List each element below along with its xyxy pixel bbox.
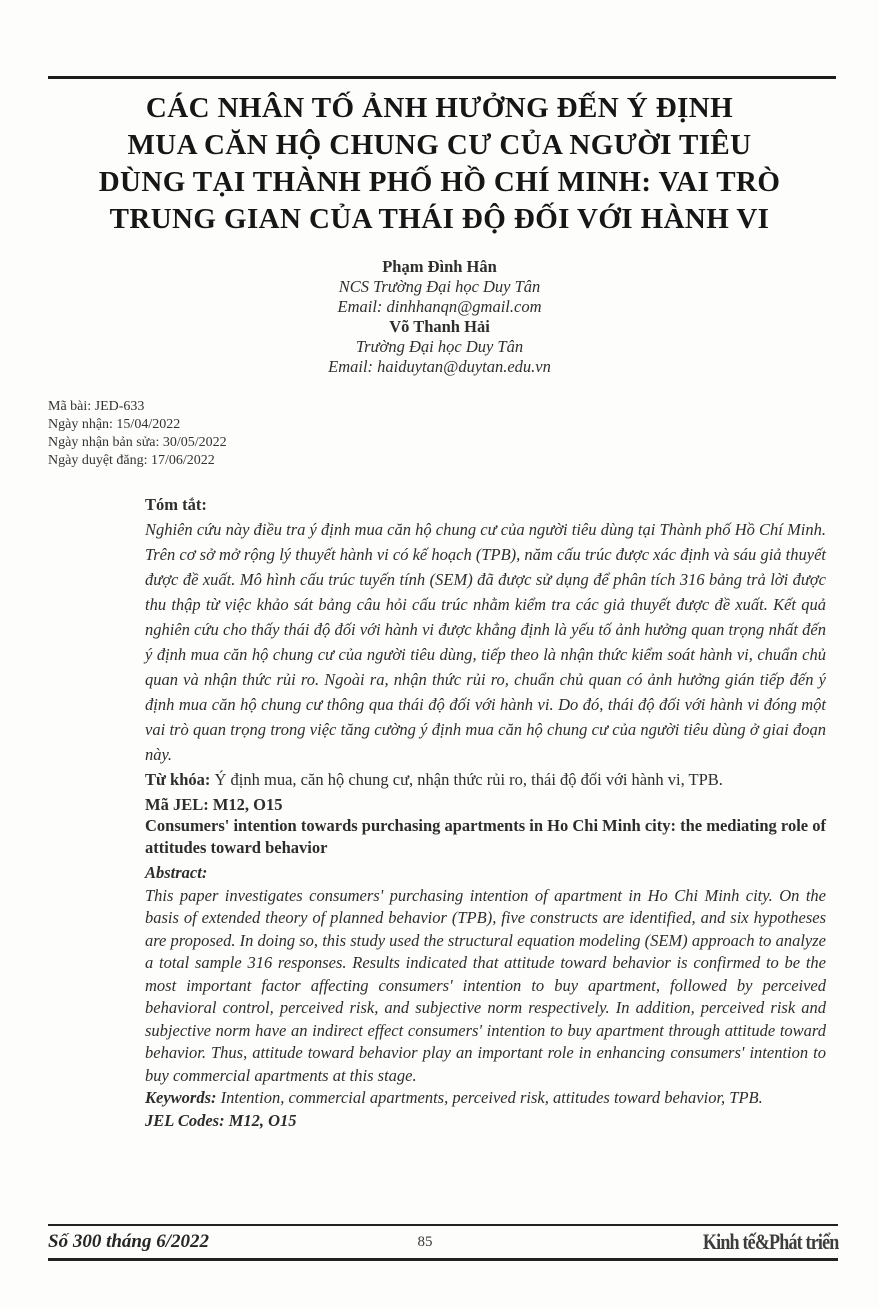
abstract-vietnamese xyxy=(145,492,826,817)
page-footer xyxy=(48,1224,838,1261)
keywords-text-en: Intention, commercial apartments, perceived risk, attitudes toward behavior, TPB. xyxy=(216,1088,763,1107)
authors-block xyxy=(0,257,879,377)
article-title-line: MUA CĂN HỘ CHUNG CƯ CỦA NGƯỜI TIÊU xyxy=(127,129,752,161)
top-rule xyxy=(48,76,836,79)
meta-article-id: Mã bài: JED-633 xyxy=(48,399,145,414)
abstract-vi-body: Nghiên cứu này điều tra ý định mua căn hộ chung cư của người tiêu dùng tại Thành phố Hồ Chí Minh. Trên cơ sở mở rộng lý thuyết hành vi có kế hoạch (TPB), năm cấu trúc được xác định và sáu giả thuyết được đề xuất. Mô hình cấu trúc tuyến tính (SEM) đã được sử dụng để phân tích 316 bảng trả lời được thu thập từ việc khảo sát bảng câu hỏi cấu trúc nhằm kiểm tra các giả thuyết được đề xuất. Kết quả nghiên cứu cho thấy thái độ đối với hành vi được khẳng định là yếu tố ảnh hưởng quan trọng nhất đến ý định mua căn hộ chung cư của người tiêu dùng, tiếp theo là nhận thức kiểm soát hành vi, chuẩn chủ quan và nhận thức rủi ro. Ngoài ra, nhận thức rủi ro, chuẩn chủ quan có ảnh hưởng gián tiếp đến ý định mua căn hộ chung cư thông qua thái độ đối với hành vi. Do đó, thái độ đối với hành vi đóng một vai trò quan trọng trong việc tăng cường ý định mua căn hộ chung cư của người tiêu dùng ở giai đoạn này. xyxy=(145,520,826,764)
article-title-line: TRUNG GIAN CỦA THÁI ĐỘ ĐỐI VỚI HÀNH VI xyxy=(109,203,770,235)
meta-received: Ngày nhận: 15/04/2022 xyxy=(48,417,181,432)
abstract-english xyxy=(145,815,826,1132)
keywords-text-vi: Ý định mua, căn hộ chung cư, nhận thức rủi ro, thái độ đối với hành vi, TPB. xyxy=(210,770,723,789)
abstract-en-body: This paper investigates consumers' purchasing intention of apartment in Ho Chi Minh city. On the basis of extended theory of planned behavior (TPB), five constructs are identified, and six hypotheses are proposed. In doing so, this study used the structural equation modeling (SEM) approach to analyze a total sample 316 responses. Results indicated that attitude toward behavior is confirmed to be the most important factor affecting consumers' intention to buy apartment, followed by perceived behavioral control, perceived risk, and subjective norm respectively. In addition, perceived risk and subjective norm have an indirect effect consumers' intention to buy apartment through attitude toward behavior. Thus, attitude toward behavior play an important role in enhancing consumers' intention to buy commercial apartments at this stage. xyxy=(145,885,826,1085)
english-title: Consumers' intention towards purchasing apartments in Ho Chi Minh city: the mediating role of attitudes toward behavior xyxy=(145,816,826,857)
jel-codes-en: JEL Codes: M12, O15 xyxy=(145,1110,297,1130)
abstract-vi-keywords xyxy=(145,767,826,792)
journal-issue: Số 300 tháng 6/2022 xyxy=(48,1231,210,1252)
page-number: 85 xyxy=(417,1233,433,1250)
abstract-vi-heading: Tóm tắt: xyxy=(145,495,207,514)
article-meta xyxy=(48,398,227,470)
article-title-line: DÙNG TẠI THÀNH PHỐ HỒ CHÍ MINH: VAI TRÒ xyxy=(98,166,781,198)
article-title xyxy=(34,90,845,238)
jel-codes-vi: Mã JEL: M12, O15 xyxy=(145,795,283,814)
author-affiliation: Trường Đại học Duy Tân xyxy=(355,337,524,356)
author-name: Phạm Đình Hân xyxy=(382,257,497,276)
meta-accepted: Ngày duyệt đăng: 17/06/2022 xyxy=(48,453,215,468)
keywords-label-vi: Từ khóa: xyxy=(145,770,211,789)
meta-revised: Ngày nhận bản sửa: 30/05/2022 xyxy=(48,435,227,450)
abstract-en-heading: Abstract: xyxy=(145,863,208,882)
journal-logo: Kinh tế&Phát triển xyxy=(702,1229,838,1254)
article-title-line: CÁC NHÂN TỐ ẢNH HƯỞNG ĐẾN Ý ĐỊNH xyxy=(145,92,734,124)
author-affiliation: NCS Trường Đại học Duy Tân xyxy=(338,277,541,296)
abstract-en-keywords xyxy=(145,1087,826,1110)
keywords-label-en: Keywords: xyxy=(145,1088,217,1107)
author-email: Email: haiduytan@duytan.edu.vn xyxy=(328,357,551,376)
author-name: Võ Thanh Hải xyxy=(389,317,490,336)
author-email: Email: dinhhanqn@gmail.com xyxy=(337,297,542,316)
